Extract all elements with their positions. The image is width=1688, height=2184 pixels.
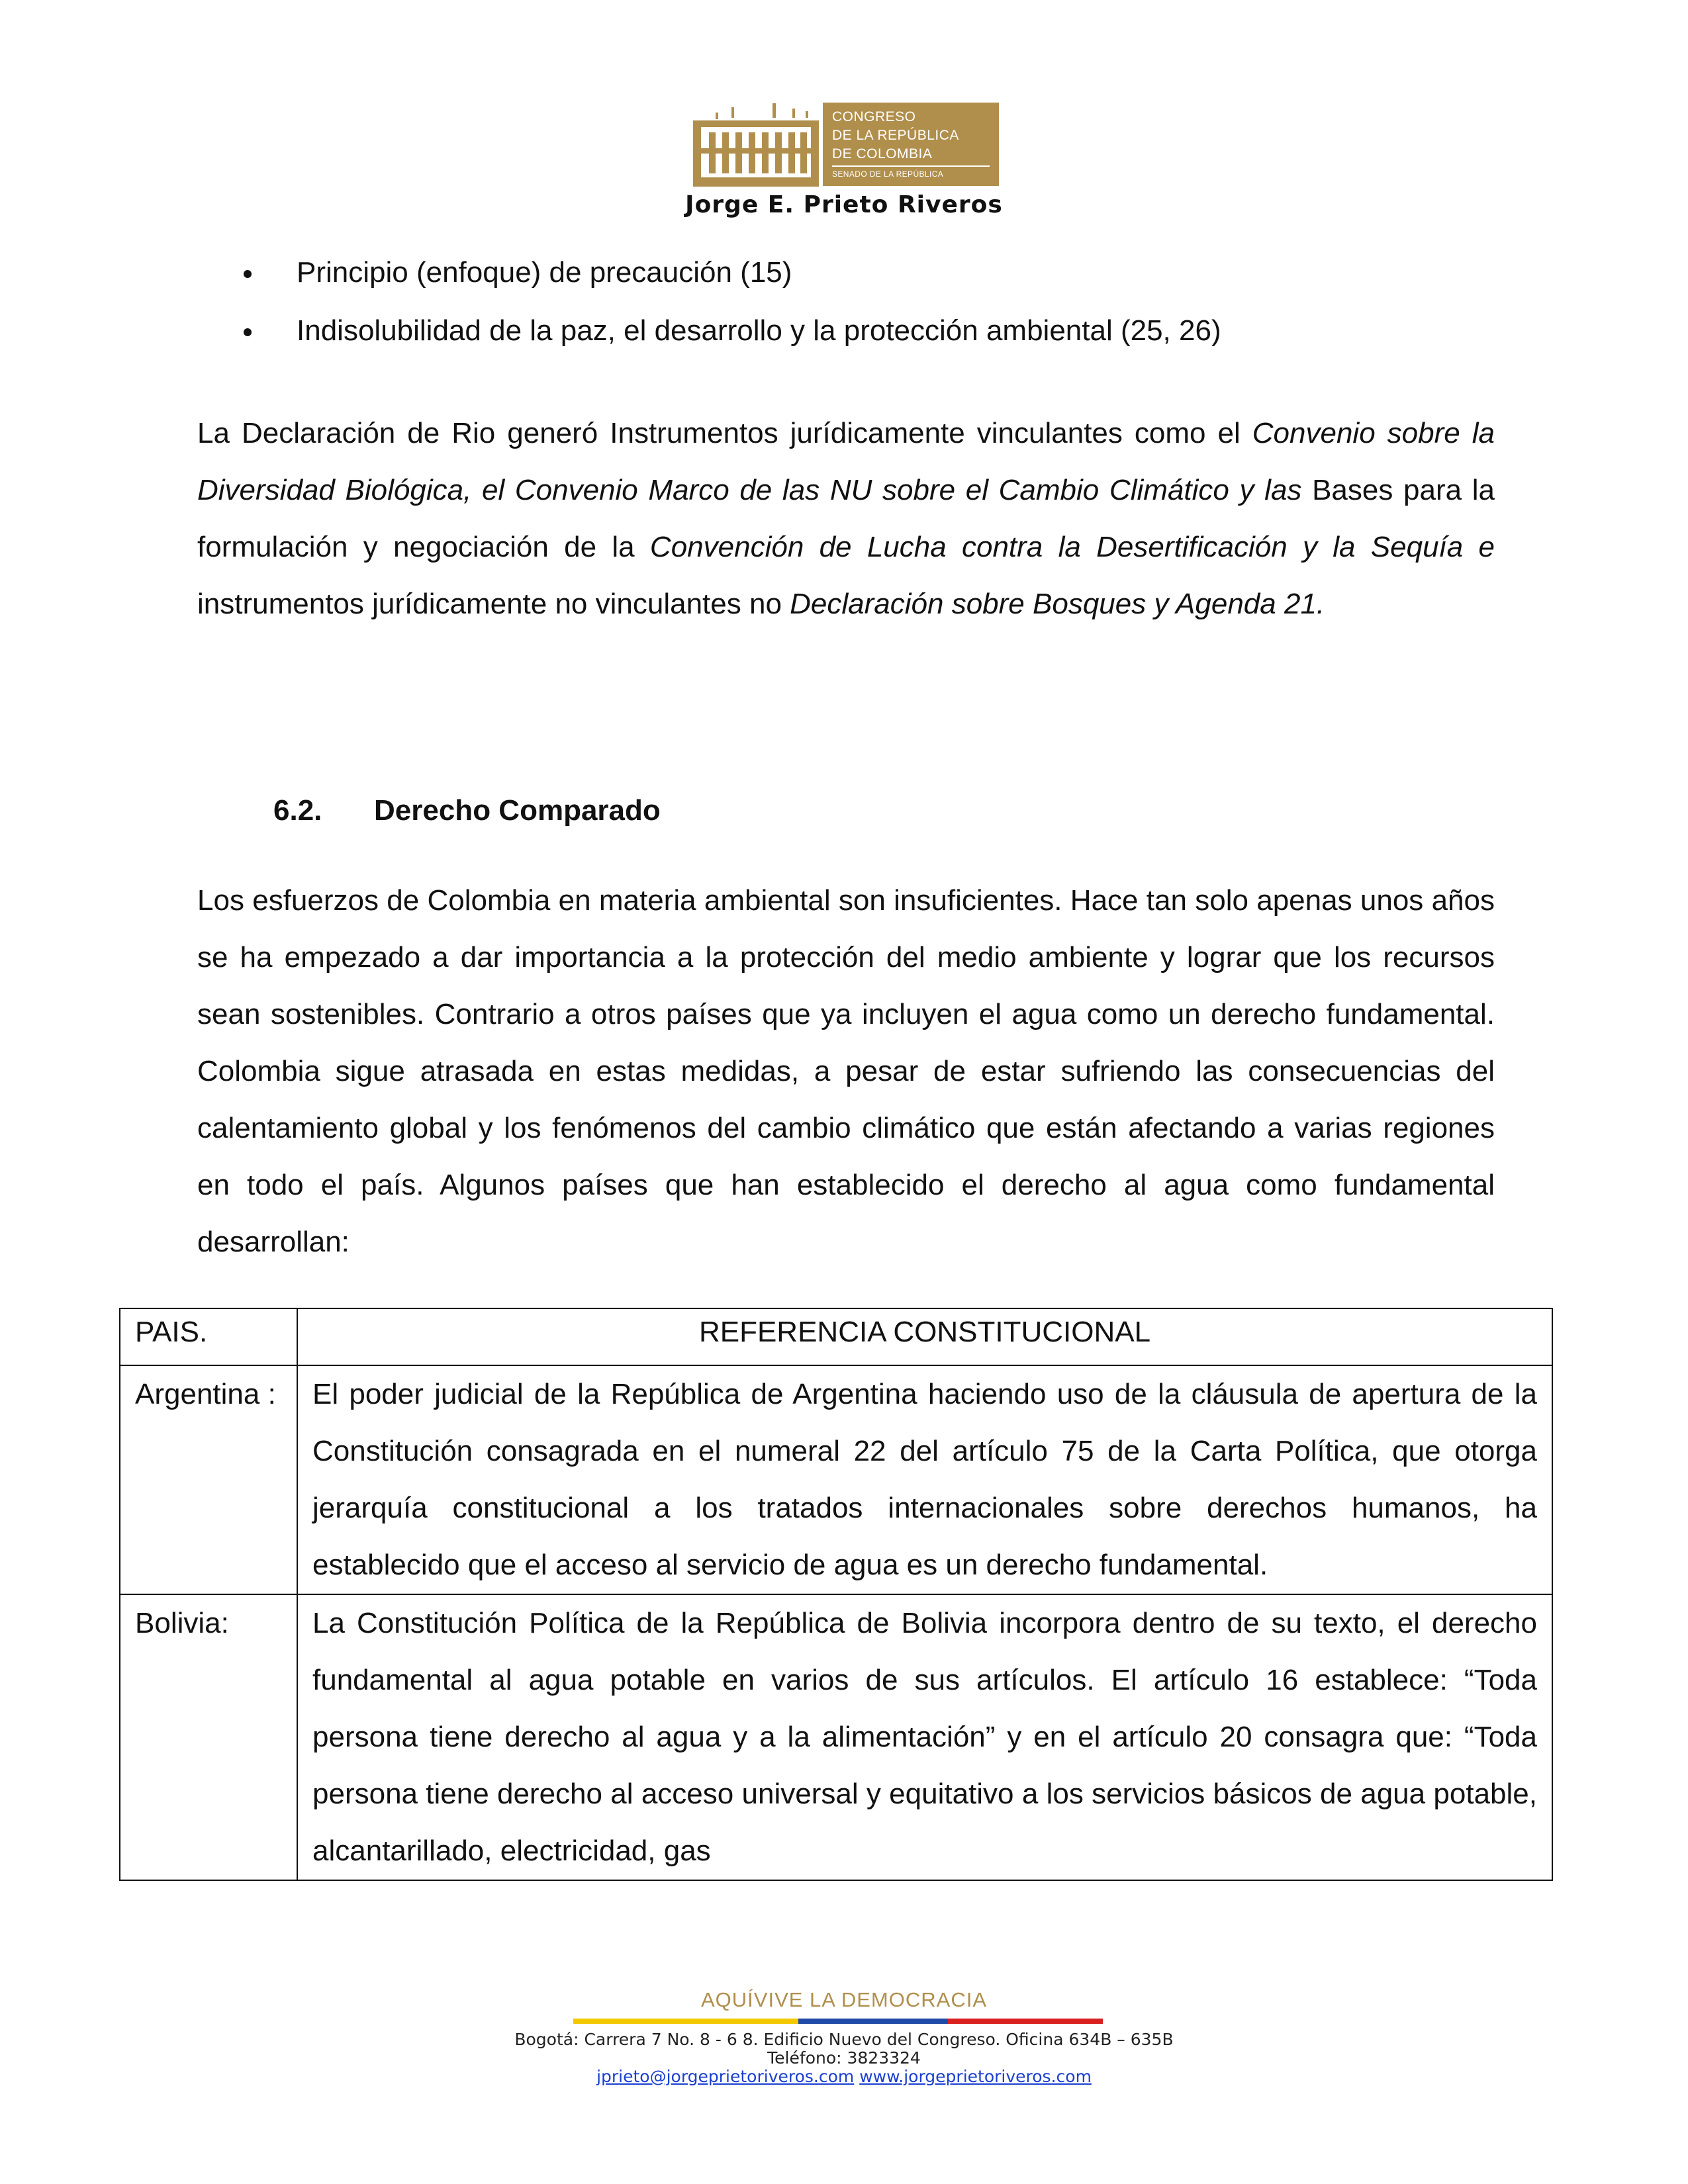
table-row: [120, 1594, 1552, 1880]
bullet-item: [244, 313, 1501, 349]
capitol-building-icon: [693, 99, 819, 189]
congreso-logo: [693, 99, 999, 189]
bullet-item: [244, 255, 1501, 291]
section-title: Derecho Comparado: [374, 794, 661, 827]
footer-website-link[interactable]: www.jorgeprietoriveros.com: [859, 2067, 1092, 2086]
table-row: [120, 1365, 1552, 1594]
footer-address: Bogotá: Carrera 7 No. 8 - 6 8. Edificio Nuevo del Congreso. Oficina 634B – 635B: [514, 2030, 1174, 2049]
table-cell-reference: La Constitución Política de la República de Bolivia incorpora dentro de su texto, el derecho fundamental al agua potable en varios de sus artículos. El artículo 16 establece: “Toda persona tiene derecho al agua y a la alimentación” y en el artículo 20 consagra que: “Toda persona tiene derecho al acceso universal y equitativo a los servicios básicos de agua potable, alcantarillado, electricidad, gas: [297, 1594, 1552, 1880]
logo-line-1: CONGRESO: [832, 109, 916, 124]
table-header-row: [120, 1308, 1552, 1365]
flag-stripe-red: [948, 2019, 1103, 2024]
logo-plate: [823, 103, 999, 186]
bullet-dot-icon: [244, 328, 252, 336]
logo-line-2: DE LA REPÚBLICA: [832, 128, 959, 143]
logo-rule: [832, 165, 990, 167]
constitutional-reference-table: [119, 1308, 1553, 1881]
para1-italic-2: Convención de Lucha contra la Desertificación y la Sequía e: [649, 531, 1495, 563]
author-name: Jorge E. Prieto Riveros: [685, 191, 1003, 218]
para1-text-2: Bases para la formulación y negociación de la: [197, 474, 1495, 563]
footer-slogan: AQUÍVIVE LA DEMOCRACIA: [701, 1988, 987, 2011]
footer-email-link[interactable]: jprieto@jorgeprietoriveros.com: [596, 2067, 855, 2086]
logo-line-4: SENADO DE LA REPÚBLICA: [832, 169, 944, 179]
paragraph-colombia: Los esfuerzos de Colombia en materia ambiental son insuficientes. Hace tan solo apenas unos años se ha empezado a dar importancia a la protección del medio ambiente y lograr que los recursos sean sostenibles. Contrario a otros países que ya incluyen el agua como un derecho fundamental. Colombia sigue atrasada en estas medidas, a pesar de estar sufriendo las consecuencias del calentamiento global y los fenómenos del cambio climático que están afectando a varias regiones en todo el país. Algunos países que han establecido el derecho al agua como fundamental desarrollan:: [197, 884, 1495, 1258]
table-header-country: PAIS.: [120, 1308, 297, 1365]
bullet-list: [244, 255, 1501, 371]
para1-text-1: La Declaración de Rio generó Instrumentos jurídicamente vinculantes como el: [197, 417, 1252, 449]
footer-links: [0, 2068, 1688, 2086]
section-heading: [273, 793, 661, 829]
footer-phone: Teléfono: 3823324: [767, 2048, 921, 2068]
section-number: 6.2.: [273, 794, 322, 827]
table-cell-country: Bolivia:: [120, 1594, 297, 1880]
logo-line-3: DE COLOMBIA: [832, 146, 933, 161]
para1-italic-1: Convenio sobre la Diversidad Biológica, el Convenio Marco de las NU sobre el Cambio Climático y las: [197, 417, 1495, 506]
table-cell-country: Argentina :: [120, 1365, 297, 1594]
para1-italic-3: Declaración sobre Bosques y Agenda 21.: [790, 588, 1325, 620]
table-cell-reference: El poder judicial de la República de Argentina haciendo uso de la cláusula de apertura de la Constitución consagrada en el numeral 22 del artículo 75 de la Carta Política, que otorga jerarquía constitucional a los tratados internacionales sobre derechos humanos, ha establecido que el acceso al servicio de agua es un derecho fundamental.: [297, 1365, 1552, 1594]
bullet-text: Indisolubilidad de la paz, el desarrollo y la protección ambiental (25, 26): [297, 314, 1221, 347]
bullet-text: Principio (enfoque) de precaución (15): [297, 256, 792, 289]
flag-stripe-yellow: [573, 2019, 798, 2024]
bullet-dot-icon: [244, 270, 252, 278]
table-header-reference: REFERENCIA CONSTITUCIONAL: [297, 1308, 1552, 1365]
paragraph-rio-declaration: [197, 405, 1495, 633]
flag-stripe-blue: [798, 2019, 948, 2024]
para1-text-3: instrumentos jurídicamente no vinculantes no: [197, 588, 790, 620]
